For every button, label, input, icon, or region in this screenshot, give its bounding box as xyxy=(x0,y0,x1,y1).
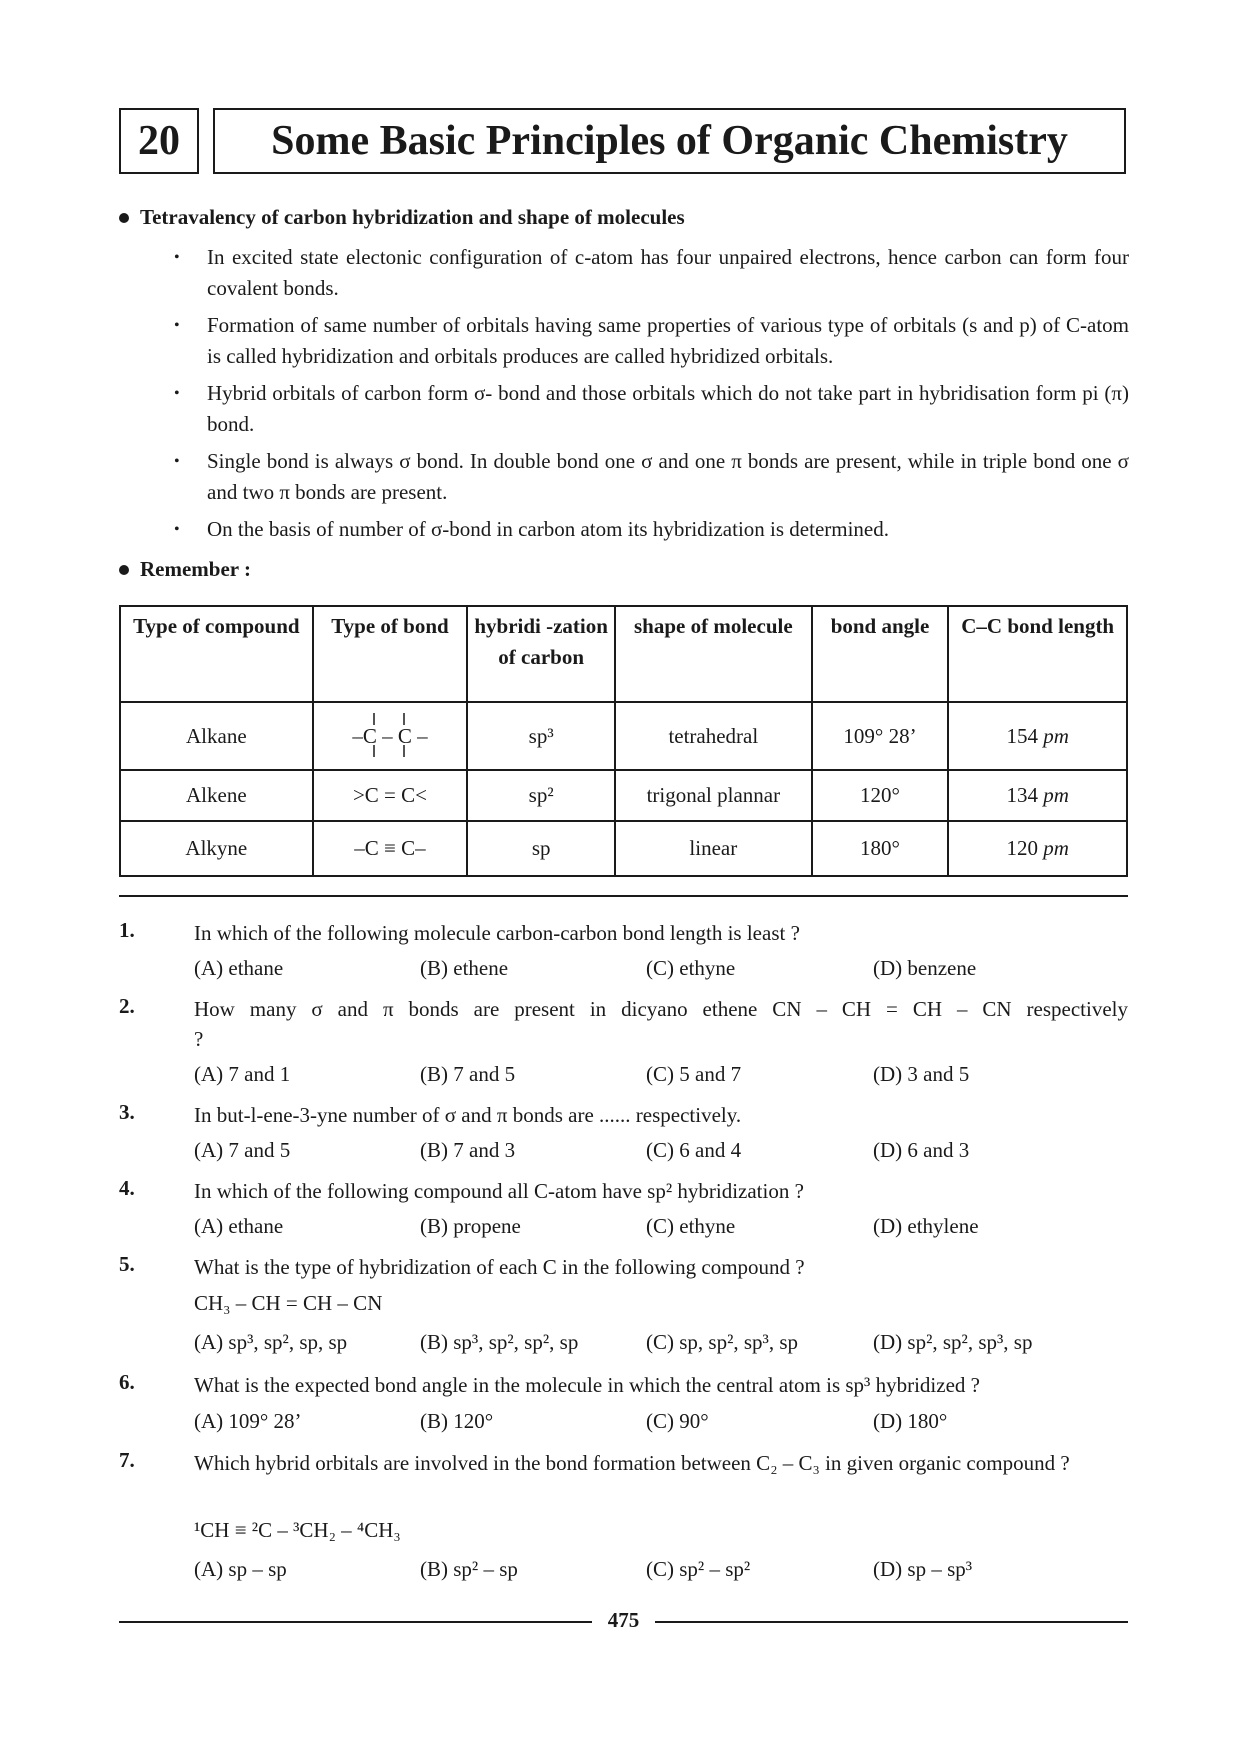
table-cell: sp² xyxy=(467,770,615,821)
option-b: (B) 7 and 3 xyxy=(420,1138,516,1162)
option-a: (A) ethane xyxy=(194,1214,284,1238)
list-item: • In excited state electonic configuration of c-atom has four unpaired electrons, hence carbon can form four covalent bonds. xyxy=(174,242,1129,304)
column-header: shape of molecule xyxy=(615,606,812,702)
section-heading-text: Tetravalency of carbon hybridization and shape of molecules xyxy=(140,205,685,229)
question-text: In which of the following molecule carbon-carbon bond length is least ? xyxy=(194,921,800,945)
bond-length-value: 120 xyxy=(1006,836,1038,860)
list-item: • Hybrid orbitals of carbon form σ- bond and those orbitals which do not take part in hybridisation form pi (π) bond. xyxy=(174,378,1129,440)
option-b: (B) propene xyxy=(420,1214,521,1238)
bond-length-unit: pm xyxy=(1043,836,1069,860)
option-c: (C) 5 and 7 xyxy=(646,1062,742,1086)
table-cell: trigonal plannar xyxy=(615,770,812,821)
list-item: • Formation of same number of orbitals having same properties of various type of orbitals (s and p) of C-atom is called hybridization and orbitals produces are called hybridized orbitals. xyxy=(174,310,1129,372)
question-text: How many σ and π bonds are present in dicyano ethene CN – CH = CH – CN respectively ? xyxy=(194,997,1128,1051)
option-c: (C) sp² – sp² xyxy=(646,1557,751,1581)
column-header: C–C bond length xyxy=(948,606,1127,702)
option-c: (C) 6 and 4 xyxy=(646,1138,742,1162)
question-text: Which hybrid orbitals are involved in the bond formation between C₂ – C₃ in given organic compound ? xyxy=(194,1451,1070,1475)
section-heading-remember xyxy=(119,557,251,582)
chapter-title: Some Basic Principles of Organic Chemistry xyxy=(213,108,1126,174)
question-text: In which of the following compound all C-atom have sp² hybridization ? xyxy=(194,1179,804,1203)
section-heading-tetravalency xyxy=(119,205,685,230)
option-a: (A) 7 and 5 xyxy=(194,1138,291,1162)
question-number: 1. xyxy=(119,918,135,942)
option-b: (B) 120° xyxy=(420,1409,494,1433)
chapter-header xyxy=(119,108,1126,174)
column-header: Type of bond xyxy=(313,606,468,702)
option-a: (A) ethane xyxy=(194,956,284,980)
question-number: 3. xyxy=(119,1100,135,1124)
carbon-bond-lines-icon xyxy=(346,711,446,761)
list-item: • Single bond is always σ bond. In double bond one σ and one π bonds are present, while in triple bond one σ and two π bonds are present. xyxy=(174,446,1129,508)
option-b: (B) ethene xyxy=(420,956,509,980)
column-header: bond angle xyxy=(812,606,949,702)
option-d: (D) benzene xyxy=(873,956,977,980)
option-d: (D) sp – sp³ xyxy=(873,1557,973,1581)
bond-length-value: 134 xyxy=(1006,783,1038,807)
table-cell: tetrahedral xyxy=(615,702,812,770)
table-cell: linear xyxy=(615,821,812,876)
table-row xyxy=(120,702,1127,770)
table-cell: sp³ xyxy=(467,702,615,770)
section-divider xyxy=(119,895,1128,897)
option-d: (D) 180° xyxy=(873,1409,948,1433)
hybridization-table xyxy=(119,605,1128,877)
option-d: (D) ethylene xyxy=(873,1214,979,1238)
option-c: (C) ethyne xyxy=(646,1214,736,1238)
table-row xyxy=(120,821,1127,876)
option-b: (B) sp³, sp², sp², sp xyxy=(420,1330,579,1354)
option-c: (C) 90° xyxy=(646,1409,709,1433)
option-b: (B) 7 and 5 xyxy=(420,1062,516,1086)
table-cell xyxy=(313,702,468,770)
table-cell: Alkyne xyxy=(120,821,313,876)
table-cell xyxy=(948,821,1127,876)
question-number: 6. xyxy=(119,1370,135,1394)
option-a: (A) sp³, sp², sp, sp xyxy=(194,1330,348,1354)
table-cell: Alkane xyxy=(120,702,313,770)
table-cell xyxy=(948,770,1127,821)
chemical-formula: ¹CH ≡ ²C – ³CH₂ – ⁴CH₃ xyxy=(194,1518,401,1542)
column-header: hybridi -zation of carbon xyxy=(467,606,615,702)
bullet-list xyxy=(174,242,1129,551)
option-b: (B) sp² – sp xyxy=(420,1557,518,1581)
column-header: Type of compound xyxy=(120,606,313,702)
table-cell xyxy=(948,702,1127,770)
footer-rule-left xyxy=(119,1621,592,1623)
question-text: What is the type of hybridization of each C in the following compound ? xyxy=(194,1255,805,1279)
chapter-number: 20 xyxy=(119,108,199,174)
table-cell: sp xyxy=(467,821,615,876)
bullet-dot-icon xyxy=(119,213,129,223)
bond-length-value: 154 xyxy=(1006,723,1038,748)
question-text: What is the expected bond angle in the molecule in which the central atom is sp³ hybridized ? xyxy=(194,1373,980,1397)
bond-length-unit: pm xyxy=(1043,723,1069,748)
chemical-formula: CH₃ – CH = CH – CN xyxy=(194,1291,383,1315)
footer-rule-right xyxy=(655,1621,1128,1623)
option-d: (D) 6 and 3 xyxy=(873,1138,970,1162)
question-number: 4. xyxy=(119,1176,135,1200)
table-cell: 120° xyxy=(812,770,949,821)
table-cell: >C = C< xyxy=(313,770,468,821)
option-d: (D) sp², sp², sp³, sp xyxy=(873,1330,1033,1354)
page-footer xyxy=(119,1608,1128,1638)
question-number: 7. xyxy=(119,1448,135,1472)
table-header-row xyxy=(120,606,1127,702)
table-cell: –C ≡ C– xyxy=(313,821,468,876)
table-cell: Alkene xyxy=(120,770,313,821)
question-number: 5. xyxy=(119,1252,135,1276)
section-heading-text: Remember : xyxy=(140,557,251,581)
table-cell: 180° xyxy=(812,821,949,876)
option-c: (C) sp, sp², sp³, sp xyxy=(646,1330,799,1354)
bullet-dot-icon xyxy=(119,565,129,575)
table-cell: 109° 28’ xyxy=(812,702,949,770)
option-c: (C) ethyne xyxy=(646,956,736,980)
list-item: • On the basis of number of σ-bond in carbon atom its hybridization is determined. xyxy=(174,514,1129,545)
single-bond-structure xyxy=(352,724,427,749)
option-a: (A) 109° 28’ xyxy=(194,1409,302,1433)
page-number: 475 xyxy=(607,1608,640,1632)
question-text: In but-l-ene-3-yne number of σ and π bonds are ...... respectively. xyxy=(194,1103,742,1127)
bond-length-unit: pm xyxy=(1043,783,1069,807)
bond-formula: –C – C – xyxy=(352,723,428,748)
option-a: (A) 7 and 1 xyxy=(194,1062,291,1086)
option-d: (D) 3 and 5 xyxy=(873,1062,970,1086)
question-number: 2. xyxy=(119,994,135,1018)
table-row xyxy=(120,770,1127,821)
option-a: (A) sp – sp xyxy=(194,1557,287,1581)
